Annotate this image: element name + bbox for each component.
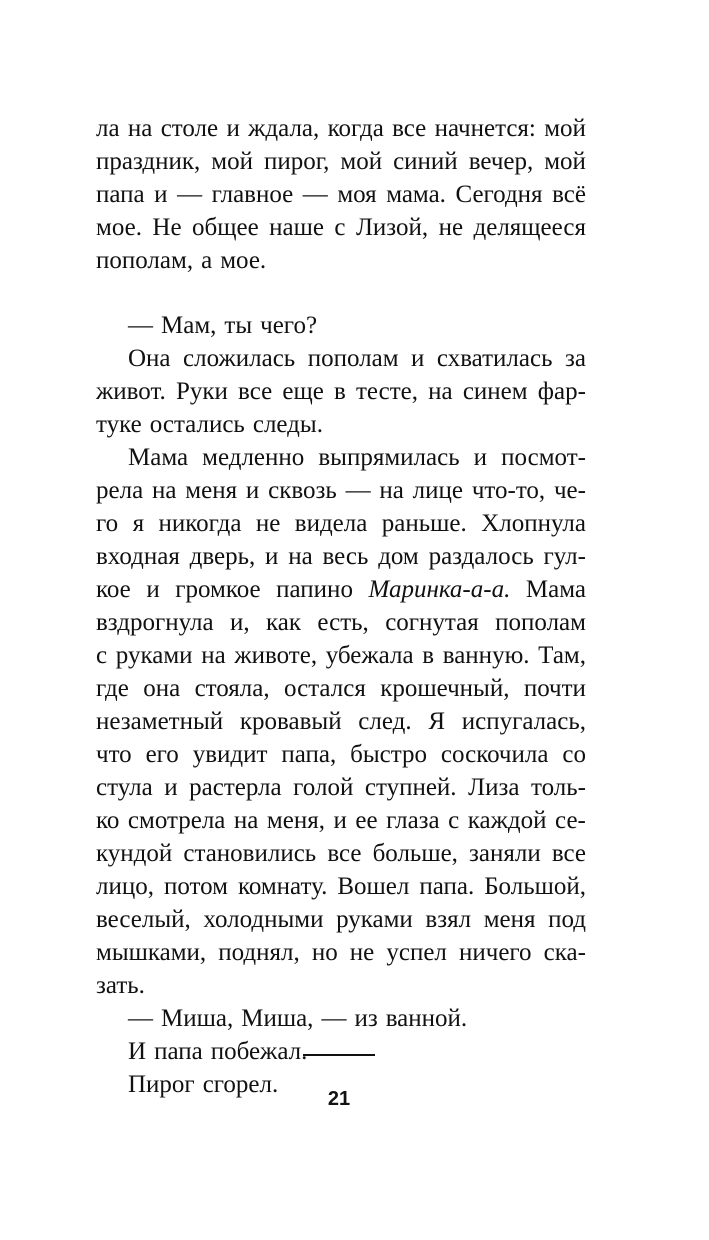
text-line: стула и растерла голой ступней. Лиза толь-: [96, 774, 586, 801]
text-line: входная дверь, и на весь дом раздалось гул-: [96, 543, 586, 570]
text-line: папа и — главное — моя мама. Сегодня всё: [96, 181, 586, 208]
text-line: ко смотрела на меня, и ее глаза с каждой се-: [96, 807, 586, 834]
text-line: с руками на животе, убежала в ванную. Там,: [96, 642, 586, 669]
section-divider: [303, 1054, 375, 1056]
text-line: го я никогда не видела раньше. Хлопнула: [96, 510, 586, 537]
text-line: Она сложилась пополам и схватилась за: [128, 345, 586, 372]
text-line: Пирог сгорел.: [128, 1071, 279, 1098]
text-line: — Миша, Миша, — из ванной.: [128, 1005, 468, 1032]
page-number: 21: [327, 1088, 351, 1110]
text-line: кундой становились все больше, заняли все: [96, 840, 586, 867]
text-line: праздник, мой пирог, мой синий вечер, мой: [96, 148, 586, 175]
text-line: кое и громкое папино Маринка-а-а. Мама: [96, 576, 586, 603]
text-line: мышками, поднял, но не успел ничего ска-: [96, 939, 586, 966]
text-line: веселый, холодными руками взял меня под: [96, 906, 586, 933]
text-line: зать.: [96, 972, 145, 999]
text-line: рела на меня и сквозь — на лице что-то, че-: [96, 477, 586, 504]
text-line: — Мам, ты чего?: [128, 312, 318, 339]
text-line: мое. Не общее наше с Лизой, не делящееся: [96, 214, 586, 241]
text-line: пополам, а мое.: [96, 247, 267, 274]
text-line: ла на столе и ждала, когда все начнется: мой: [96, 115, 586, 142]
body-text: [96, 112, 586, 1101]
text-line: Мама медленно выпрямилась и посмот-: [128, 444, 586, 471]
text-line: живот. Руки все еще в тесте, на синем фар-: [96, 378, 586, 405]
text-line: где она стояла, остался крошечный, почти: [96, 675, 586, 702]
text-line: И папа побежал.: [128, 1038, 308, 1065]
paragraph-gap: [96, 277, 586, 309]
text-line: туке остались следы.: [96, 411, 323, 438]
text-line: незаметный кровавый след. Я испугалась,: [96, 708, 586, 735]
text-line: вздрогнула и, как есть, согнутая пополам: [96, 609, 586, 636]
text-line: лицо, потом комнату. Вошел папа. Большой,: [96, 873, 586, 900]
text-line: что его увидит папа, быстро соскочила со: [96, 741, 586, 768]
